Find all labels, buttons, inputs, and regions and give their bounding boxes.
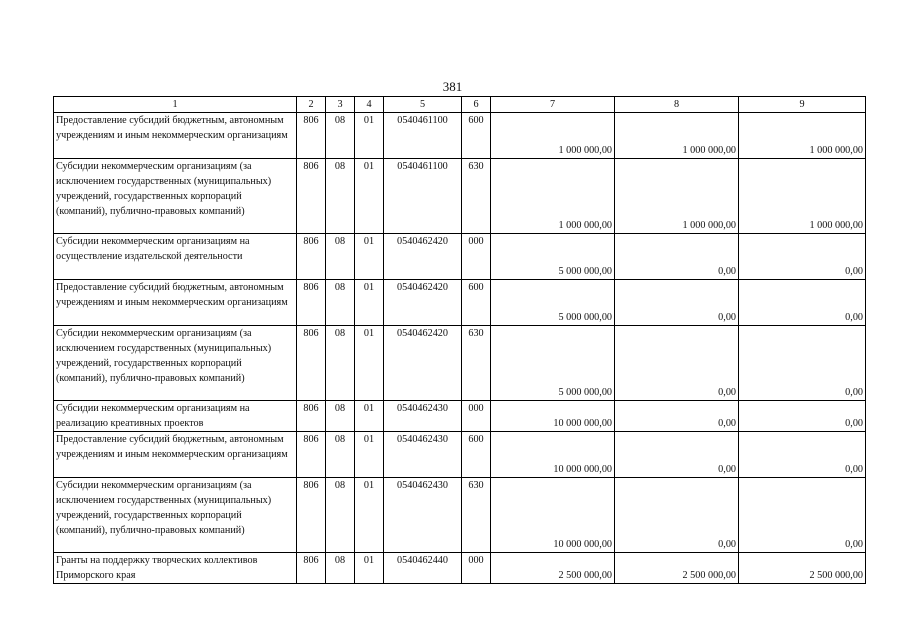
row-expense-type: 630 xyxy=(462,478,491,553)
row-section: 08 xyxy=(326,478,355,553)
row-target-article: 0540461100 xyxy=(384,159,462,234)
row-admin-code: 806 xyxy=(297,432,326,478)
row-amount-col9: 0,00 xyxy=(739,478,866,553)
row-section: 08 xyxy=(326,326,355,401)
row-expense-type: 000 xyxy=(462,553,491,584)
row-amount-col8: 0,00 xyxy=(615,326,739,401)
row-expense-type: 630 xyxy=(462,326,491,401)
row-amount-col8: 0,00 xyxy=(615,478,739,553)
row-subsection: 01 xyxy=(355,432,384,478)
column-header: 1 xyxy=(54,97,297,113)
column-header: 8 xyxy=(615,97,739,113)
row-amount-col7: 1 000 000,00 xyxy=(491,159,615,234)
row-subsection: 01 xyxy=(355,234,384,280)
row-amount-col9: 0,00 xyxy=(739,280,866,326)
row-amount-col7: 1 000 000,00 xyxy=(491,113,615,159)
row-admin-code: 806 xyxy=(297,113,326,159)
row-amount-col9: 0,00 xyxy=(739,401,866,432)
row-amount-col8: 0,00 xyxy=(615,280,739,326)
row-amount-col9: 1 000 000,00 xyxy=(739,159,866,234)
row-subsection: 01 xyxy=(355,113,384,159)
row-section: 08 xyxy=(326,553,355,584)
row-expense-type: 630 xyxy=(462,159,491,234)
page-number: 381 xyxy=(442,79,463,94)
row-subsection: 01 xyxy=(355,553,384,584)
table-row xyxy=(54,159,866,234)
row-admin-code: 806 xyxy=(297,234,326,280)
row-name: Субсидии некоммерческим организациям (за исключением государственных (муниципальных) учреждений, государственных корпораций (компаний), публично-правовых компаний) xyxy=(54,478,297,553)
row-amount-col7: 10 000 000,00 xyxy=(491,432,615,478)
row-target-article: 0540462420 xyxy=(384,326,462,401)
row-admin-code: 806 xyxy=(297,280,326,326)
row-name: Субсидии некоммерческим организациям (за исключением государственных (муниципальных) учреждений, государственных корпораций (компаний), публично-правовых компаний) xyxy=(54,159,297,234)
column-header: 2 xyxy=(297,97,326,113)
row-target-article: 0540462430 xyxy=(384,432,462,478)
table-row xyxy=(54,478,866,553)
column-header: 9 xyxy=(739,97,866,113)
row-amount-col7: 10 000 000,00 xyxy=(491,478,615,553)
row-target-article: 0540462420 xyxy=(384,280,462,326)
row-amount-col7: 2 500 000,00 xyxy=(491,553,615,584)
row-amount-col8: 0,00 xyxy=(615,432,739,478)
row-amount-col8: 0,00 xyxy=(615,401,739,432)
row-expense-type: 000 xyxy=(462,401,491,432)
row-target-article: 0540462440 xyxy=(384,553,462,584)
row-section: 08 xyxy=(326,401,355,432)
row-expense-type: 600 xyxy=(462,432,491,478)
row-expense-type: 000 xyxy=(462,234,491,280)
row-amount-col9: 0,00 xyxy=(739,432,866,478)
row-admin-code: 806 xyxy=(297,159,326,234)
column-header: 5 xyxy=(384,97,462,113)
row-admin-code: 806 xyxy=(297,553,326,584)
row-section: 08 xyxy=(326,432,355,478)
row-subsection: 01 xyxy=(355,478,384,553)
column-header: 3 xyxy=(326,97,355,113)
row-amount-col9: 0,00 xyxy=(739,326,866,401)
row-amount-col9: 2 500 000,00 xyxy=(739,553,866,584)
row-subsection: 01 xyxy=(355,401,384,432)
table-row xyxy=(54,113,866,159)
row-target-article: 0540462430 xyxy=(384,478,462,553)
row-amount-col8: 0,00 xyxy=(615,234,739,280)
row-subsection: 01 xyxy=(355,159,384,234)
row-section: 08 xyxy=(326,234,355,280)
row-target-article: 0540462430 xyxy=(384,401,462,432)
row-admin-code: 806 xyxy=(297,401,326,432)
row-subsection: 01 xyxy=(355,280,384,326)
table-row xyxy=(54,280,866,326)
column-header: 6 xyxy=(462,97,491,113)
row-admin-code: 806 xyxy=(297,326,326,401)
row-target-article: 0540461100 xyxy=(384,113,462,159)
row-amount-col8: 1 000 000,00 xyxy=(615,159,739,234)
row-name: Субсидии некоммерческим организациям на реализацию креативных проектов xyxy=(54,401,297,432)
row-name: Гранты на поддержку творческих коллективов Приморского края xyxy=(54,553,297,584)
table-row xyxy=(54,401,866,432)
row-section: 08 xyxy=(326,280,355,326)
row-amount-col7: 5 000 000,00 xyxy=(491,280,615,326)
row-target-article: 0540462420 xyxy=(384,234,462,280)
row-name: Субсидии некоммерческим организациям на осуществление издательской деятельности xyxy=(54,234,297,280)
row-expense-type: 600 xyxy=(462,280,491,326)
row-amount-col7: 5 000 000,00 xyxy=(491,326,615,401)
budget-table xyxy=(53,96,866,584)
header-row xyxy=(54,97,866,113)
row-section: 08 xyxy=(326,159,355,234)
table-row xyxy=(54,326,866,401)
table-row xyxy=(54,432,866,478)
row-subsection: 01 xyxy=(355,326,384,401)
row-name: Предоставление субсидий бюджетным, автономным учреждениям и иным некоммерческим организациям xyxy=(54,432,297,478)
table-row xyxy=(54,234,866,280)
row-name: Предоставление субсидий бюджетным, автономным учреждениям и иным некоммерческим организациям xyxy=(54,113,297,159)
row-expense-type: 600 xyxy=(462,113,491,159)
row-section: 08 xyxy=(326,113,355,159)
row-name: Субсидии некоммерческим организациям (за исключением государственных (муниципальных) учреждений, государственных корпораций (компаний), публично-правовых компаний) xyxy=(54,326,297,401)
row-admin-code: 806 xyxy=(297,478,326,553)
row-name: Предоставление субсидий бюджетным, автономным учреждениям и иным некоммерческим организациям xyxy=(54,280,297,326)
row-amount-col9: 1 000 000,00 xyxy=(739,113,866,159)
column-header: 7 xyxy=(491,97,615,113)
row-amount-col7: 10 000 000,00 xyxy=(491,401,615,432)
table-row xyxy=(54,553,866,584)
row-amount-col8: 2 500 000,00 xyxy=(615,553,739,584)
column-header: 4 xyxy=(355,97,384,113)
row-amount-col7: 5 000 000,00 xyxy=(491,234,615,280)
row-amount-col8: 1 000 000,00 xyxy=(615,113,739,159)
row-amount-col9: 0,00 xyxy=(739,234,866,280)
